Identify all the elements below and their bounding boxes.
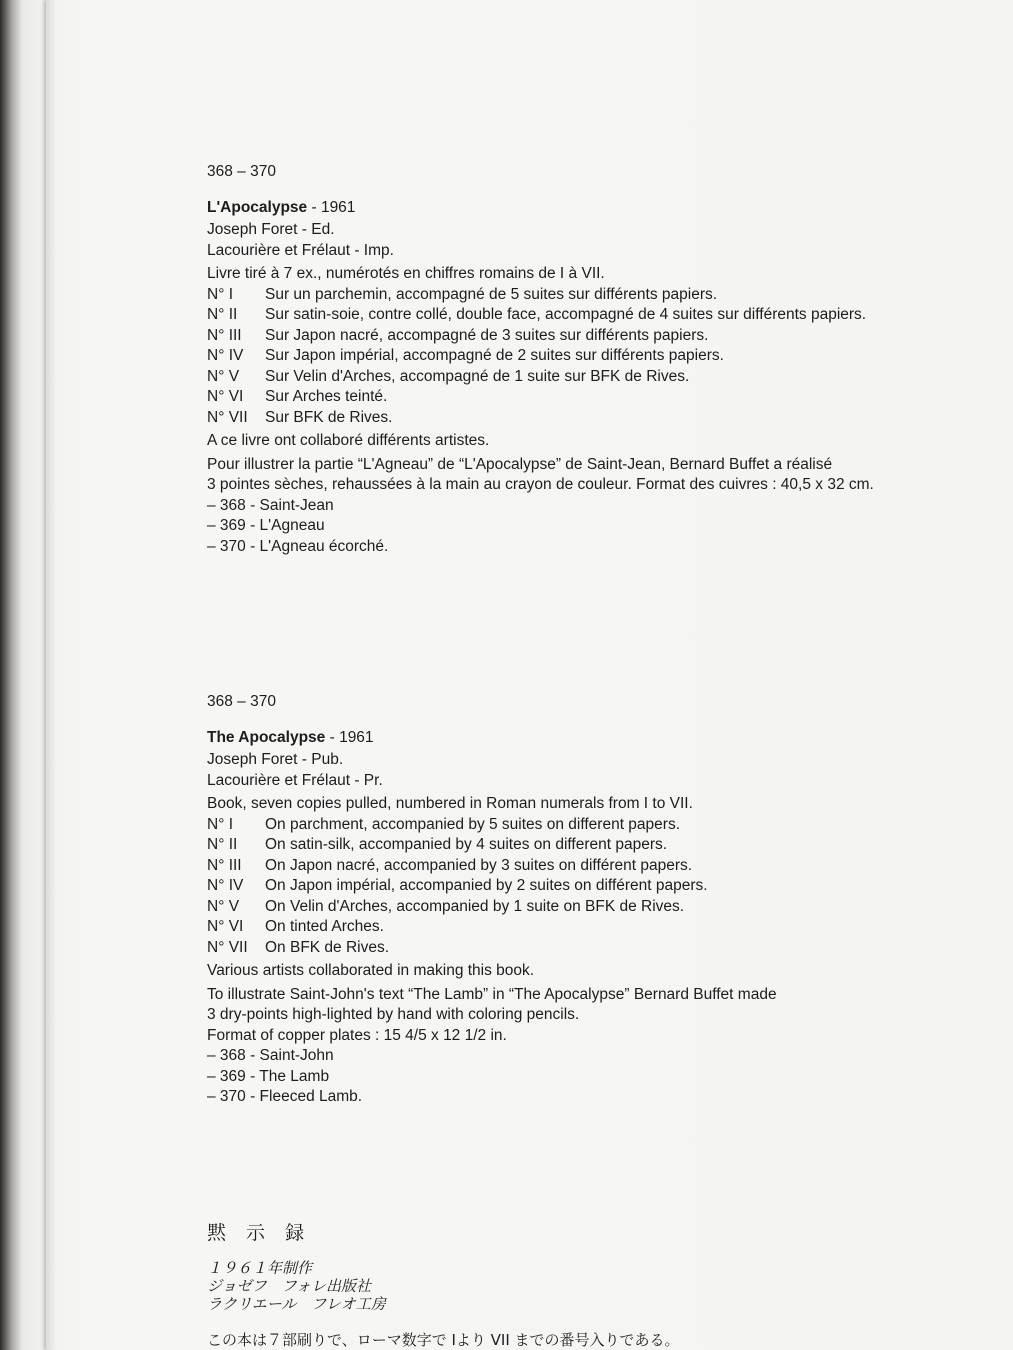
japanese-printer: ラクリエール フレオ工房 — [207, 1295, 386, 1313]
copy-number: N° I — [207, 815, 234, 833]
description-line: 3 pointes sèches, rehaussées à la main au crayon de couleur. Format des cuivres : 40,5 x 32 cm. — [207, 476, 874, 493]
edition-line: Book, seven copies pulled, numbered in Roman numerals from I to VII. — [207, 795, 693, 812]
copy-number: N° VII — [207, 408, 248, 426]
copy-number: N° V — [207, 897, 240, 915]
printer-line: Lacourière et Frélaut - Pr. — [207, 771, 383, 789]
plate-item: – 370 - L'Agneau écorché. — [207, 537, 389, 555]
copy-row — [207, 856, 967, 877]
copy-text: On satin-silk, accompanied by 4 suites on different papers. — [265, 836, 668, 853]
japanese-year: １９６１年制作 — [207, 1259, 313, 1277]
printer-line: Lacourière et Frélaut - Imp. — [207, 241, 394, 259]
copy-text: Sur un parchemin, accompagné de 5 suites sur différents papiers. — [265, 285, 718, 303]
plate-item: – 369 - L'Agneau — [207, 517, 325, 534]
japanese-publisher: ジョゼフ フォレ出版社 — [207, 1277, 371, 1295]
copy-number: N° VII — [207, 938, 248, 956]
description-line: 3 dry-points high-lighted by hand with coloring pencils. — [207, 1006, 580, 1023]
copy-number: N° VI — [207, 388, 244, 405]
collaboration-line: A ce livre ont collaboré différents artistes. — [207, 432, 490, 449]
copy-text: On tinted Arches. — [265, 918, 384, 935]
entry-title — [207, 198, 967, 219]
catalog-number: 368 – 370 — [207, 693, 276, 710]
copy-text: On Japon impérial, accompanied by 2 suites on différent papers. — [265, 877, 708, 894]
copy-number: N° IV — [207, 877, 244, 894]
title-text: The Apocalypse — [207, 728, 326, 746]
copy-row — [207, 305, 967, 326]
japanese-title: 黙 示 録 — [207, 1222, 312, 1244]
plate-item: – 368 - Saint-Jean — [207, 496, 334, 514]
collaboration-line: Various artists collaborated in making this book. — [207, 962, 535, 979]
catalog-number: 368 – 370 — [207, 163, 276, 180]
copy-row — [207, 815, 967, 836]
copy-number: N° I — [207, 285, 234, 303]
copy-text: Sur satin-soie, contre collé, double face, accompagné de 4 suites sur différents papiers. — [265, 306, 867, 323]
copy-row — [207, 326, 967, 347]
publisher-line: Joseph Foret - Pub. — [207, 751, 344, 768]
copy-row — [207, 897, 967, 918]
english-entry — [207, 692, 967, 1108]
copy-row — [207, 346, 967, 367]
copy-number: N° V — [207, 367, 240, 385]
copy-row — [207, 938, 967, 959]
copy-text: Sur Velin d'Arches, accompagné de 1 suite sur BFK de Rives. — [265, 367, 690, 385]
copy-text: On Velin d'Arches, accompanied by 1 suite on BFK de Rives. — [265, 897, 685, 915]
japanese-entry — [207, 1218, 967, 1350]
copy-text: Sur Japon nacré, accompagné de 3 suites sur différents papiers. — [265, 326, 709, 344]
plate-item: – 370 - Fleeced Lamb. — [207, 1088, 363, 1105]
copy-text: On parchment, accompanied by 5 suites on different papers. — [265, 815, 681, 833]
copy-number: N° IV — [207, 347, 244, 364]
copy-row — [207, 835, 967, 856]
title-text: L'Apocalypse — [207, 198, 308, 216]
copy-text: Sur Arches teinté. — [265, 388, 388, 405]
copy-number: N° III — [207, 326, 242, 344]
plate-item: – 369 - The Lamb — [207, 1067, 330, 1085]
plate-item: – 368 - Saint-John — [207, 1047, 334, 1064]
copy-row — [207, 917, 967, 938]
copy-row — [207, 367, 967, 388]
book-page — [46, 0, 1013, 1350]
copy-row — [207, 285, 967, 306]
title-year: - 1961 — [325, 728, 374, 746]
copy-number: N° III — [207, 856, 242, 874]
title-year: - 1961 — [307, 198, 356, 216]
editor-line: Joseph Foret - Ed. — [207, 221, 335, 238]
copy-row — [207, 876, 967, 897]
copy-text: On Japon nacré, accompanied by 3 suites on différent papers. — [265, 856, 693, 874]
edition-line: Livre tiré à 7 ex., numérotés en chiffres romains de I à VII. — [207, 265, 605, 282]
copy-number: N° VI — [207, 918, 244, 935]
french-entry — [207, 162, 967, 557]
copy-text: On BFK de Rives. — [265, 938, 390, 956]
format-line: Format of copper plates : 15 4/5 x 12 1/2 in. — [207, 1026, 507, 1044]
description-line: To illustrate Saint-John's text “The Lamb” in “The Apocalypse” Bernard Buffet made — [207, 985, 777, 1003]
previous-page-edge — [0, 0, 46, 1350]
japanese-note: この本は７部刷りで、ローマ数字で Ⅰより VII までの番号入りである。 — [207, 1331, 680, 1349]
description-line: Pour illustrer la partie “L'Agneau” de “L'Apocalypse” de Saint-Jean, Bernard Buffet a réalisé — [207, 455, 833, 473]
copy-row — [207, 387, 967, 408]
copy-text: Sur BFK de Rives. — [265, 408, 393, 426]
entry-title — [207, 728, 967, 749]
copy-text: Sur Japon impérial, accompagné de 2 suites sur différents papiers. — [265, 347, 724, 364]
copy-number: N° II — [207, 306, 238, 323]
copy-row — [207, 408, 967, 429]
copy-number: N° II — [207, 836, 238, 853]
